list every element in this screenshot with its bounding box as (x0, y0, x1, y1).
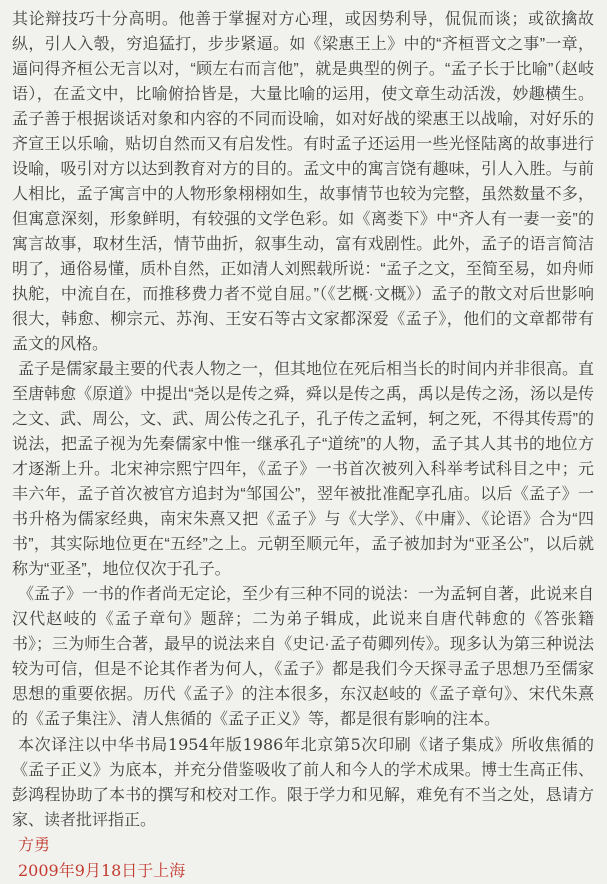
preface-body (12, 7, 594, 833)
dateline: 2009年9月18日于上海 (18, 861, 186, 880)
preface-paragraph: 《孟子》一书的作者尚无定论，至少有三种不同的说法：一为孟轲自著，此说来自汉代赵岐的《孟子章句》题辞；二为弟子辑成，此说来自唐代韩愈的《答张籍书》；三为师生合著，最早的说法来自《史记·孟子荀卿列传》。现多认为第三种说法较为可信，但是不论其作者为何人，《孟子》都是我们今天探寻孟子思想乃至儒家思想的重要依据。历代《孟子》的注本很多，东汉赵岐的《孟子章句》、宋代朱熹的《孟子集注》、清人焦循的《孟子正义》等，都是很有影响的注本。 (12, 586, 595, 728)
author-signature: 方勇 (18, 837, 51, 854)
preface-paragraph: 本次译注以中华书局1954年版1986年北京第5次印刷《诸子集成》所收焦循的《孟子正义》为底本，并充分借鉴吸收了前人和今人的学术成果。博士生高正伟、彭鸿程协助了本书的撰写和校对工作。限于学力和见解，难免有不当之处，恳请方家、读者批评指正。 (12, 735, 594, 829)
preface-paragraph: 其论辩技巧十分高明。他善于掌握对方心理，或因势利导，侃侃而谈；或欲擒故纵，引人入彀，穷追猛打，步步紧逼。如《梁惠王上》中的“齐桓晋文之事”一章，逼问得齐桓公无言以对，“顾左右而言他”，就是典型的例子。“孟子长于比喻”（赵岐语），在孟文中，比喻俯拾皆是，大量比喻的运用，使文章生动活泼，妙趣横生。孟子善于根据谈话对象和内容的不同而设喻，如对好战的梁惠王以战喻，对好乐的齐宣王以乐喻，贴切自然而又有启发性。有时孟子还运用一些光怪陆离的故事进行设喻，吸引对方以达到教育对方的目的。孟文中的寓言饶有趣味，引人入胜。与前人相比，孟子寓言中的人物形象栩栩如生，故事情节也较为完整，虽然数量不多，但寓意深刻，形象鲜明，有较强的文学色彩。如《离娄下》中“齐人有一妻一妾”的寓言故事，取材生活，情节曲折，叙事生动，富有戏剧性。此外，孟子的语言简洁明了，通俗易懂，质朴自然，正如清人刘熙载所说：“孟子之文，至简至易，如舟师执舵，中流自在，而推移费力者不觉自屈。”（《艺概·文概》）孟子的散文对后世影响很大，韩愈、柳宗元、苏洵、王安石等古文家都深爱《孟子》，他们的文章都带有孟文的风格。 (12, 11, 594, 353)
preface-paragraph: 孟子是儒家最主要的代表人物之一，但其地位在死后相当长的时间内并非很高。直至唐韩愈《原道》中提出“尧以是传之舜，舜以是传之禹，禹以是传之汤，汤以是传之文、武、周公，文、武、周公传之孔子，孔子传之孟轲，轲之死，不得其传焉”的说法，把孟子视为先秦儒家中惟一继承孔子“道统”的人物，孟子其人其书的地位方才逐渐上升。北宋神宗熙宁四年，《孟子》一书首次被列入科举考试科目之中；元丰六年，孟子首次被官方追封为“邹国公”，翌年被批准配享孔庙。以后《孟子》一书升格为儒家经典，南宋朱熹又把《孟子》与《大学》、《中庸》、《论语》合为“四书”，其实际地位更在“五经”之上。元朝至顺元年，孟子被加封为“亚圣公”，以后就称为“亚圣”，地位仅次于孔子。 (12, 361, 595, 578)
